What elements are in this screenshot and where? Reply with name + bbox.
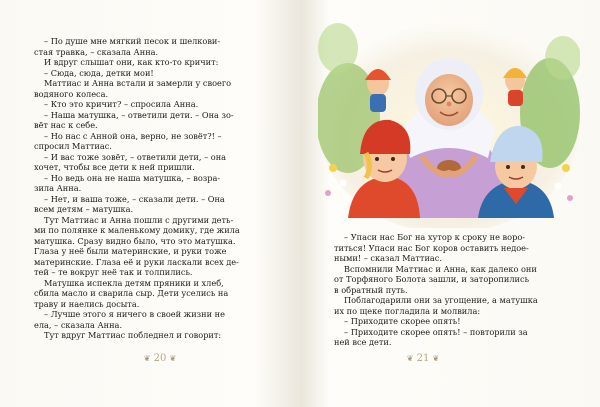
left-page-text (34, 36, 272, 341)
paragraph: материнские. Глаза её и руки ласкали всех де- (34, 256, 239, 267)
paragraph: – По душе мне мягкий песок и шелкови- (44, 36, 221, 46)
paragraph: стая травка, – сказала Анна. (34, 46, 159, 57)
paragraph: Тут вдруг Маттиас побледнел и говорит: (44, 330, 222, 340)
paragraph: ными! – сказал Маттиас. (334, 253, 442, 263)
paragraph: тей – те вокруг неё так и толпились. (34, 267, 193, 277)
paragraph: Поблагодарили они за угощение, а матушка (344, 295, 538, 305)
paragraph: – Но нас с Анной она, верно, не зовёт?! – (44, 130, 222, 141)
paragraph: – Наша матушка, – ответили дети. – Она зо- (44, 109, 234, 120)
paragraph: – Но ведь она не наша матушка, – возра- (44, 172, 221, 183)
bush-top-right (545, 36, 580, 80)
paragraph: Маттиас и Анна встали и замерли у своего (44, 78, 232, 88)
illustration (318, 8, 580, 228)
paragraph: ми по полянке к маленькому домику, где жила (34, 225, 240, 235)
paragraph: – Нет, и ваша тоже, – сказали дети. – Она (44, 193, 225, 204)
paragraph: титься! Упаси нас Бог коров оставить недое- (334, 242, 529, 253)
paragraph: матушка. Сразу видно было, что это матушка. (34, 235, 236, 246)
paragraph: водяного колеса. (34, 88, 109, 99)
paragraph: Глаза у неё были материнские, и руки тоже (34, 246, 227, 256)
ornament-icon: ❦ (169, 354, 177, 363)
paragraph: ней все дети. (334, 337, 392, 347)
bush-top-left (318, 23, 358, 73)
ornament-icon: ❦ (406, 354, 414, 363)
paragraph: сбила масло и сварила сыр. Дети уселись на (34, 288, 229, 298)
paragraph: Тут Маттиас и Анна пошли с другими деть- (44, 214, 234, 225)
right-page-text (334, 232, 566, 348)
page-number-right: ❦ 21 ❦ (406, 353, 440, 364)
ornament-icon: ❦ (432, 354, 440, 363)
paragraph: их по щеке погладила и молвила: (334, 305, 481, 316)
paragraph: – Приходите скорее опять! (344, 316, 461, 326)
paragraph: – Кто это кричит? – спросила Анна. (44, 99, 199, 109)
paragraph: – Лучше этого я ничего в своей жизни не (44, 309, 225, 319)
paragraph: – И вас тоже зовёт, – ответили дети, – она (44, 151, 227, 162)
paragraph: – Приходите скорее опять! – повторили за (344, 326, 528, 337)
paragraph: И вдруг слышат они, как кто-то кричит: (44, 57, 219, 67)
paragraph: зила Анна. (34, 183, 82, 193)
paragraph: – Упаси нас Бог на хутор к сроку не воро- (344, 232, 526, 242)
page-number-left: ❦ 20 ❦ (143, 353, 177, 364)
paragraph: Матушка испекла детям пряники и хлеб, (44, 277, 224, 288)
paragraph: в обратный путь. (334, 284, 408, 295)
paragraph: от Торфяного Болота зашли, и заторопились (334, 274, 530, 284)
ornament-icon: ❦ (143, 354, 151, 363)
paragraph: – Сюда, сюда, детки мои! (44, 67, 154, 78)
paragraph: ела, – сказала Анна. (34, 319, 123, 330)
paragraph: траву и наелись досыта. (34, 298, 140, 309)
paragraph: Вспомнили Маттиас и Анна, как далеко они (344, 263, 537, 274)
paragraph: всем детям – матушка. (34, 204, 134, 214)
paragraph: хочет, чтобы все дети к ней пришли. (34, 162, 195, 172)
paragraph: вёт нас к себе. (34, 120, 98, 130)
paragraph: спросил Маттиас. (34, 141, 112, 151)
